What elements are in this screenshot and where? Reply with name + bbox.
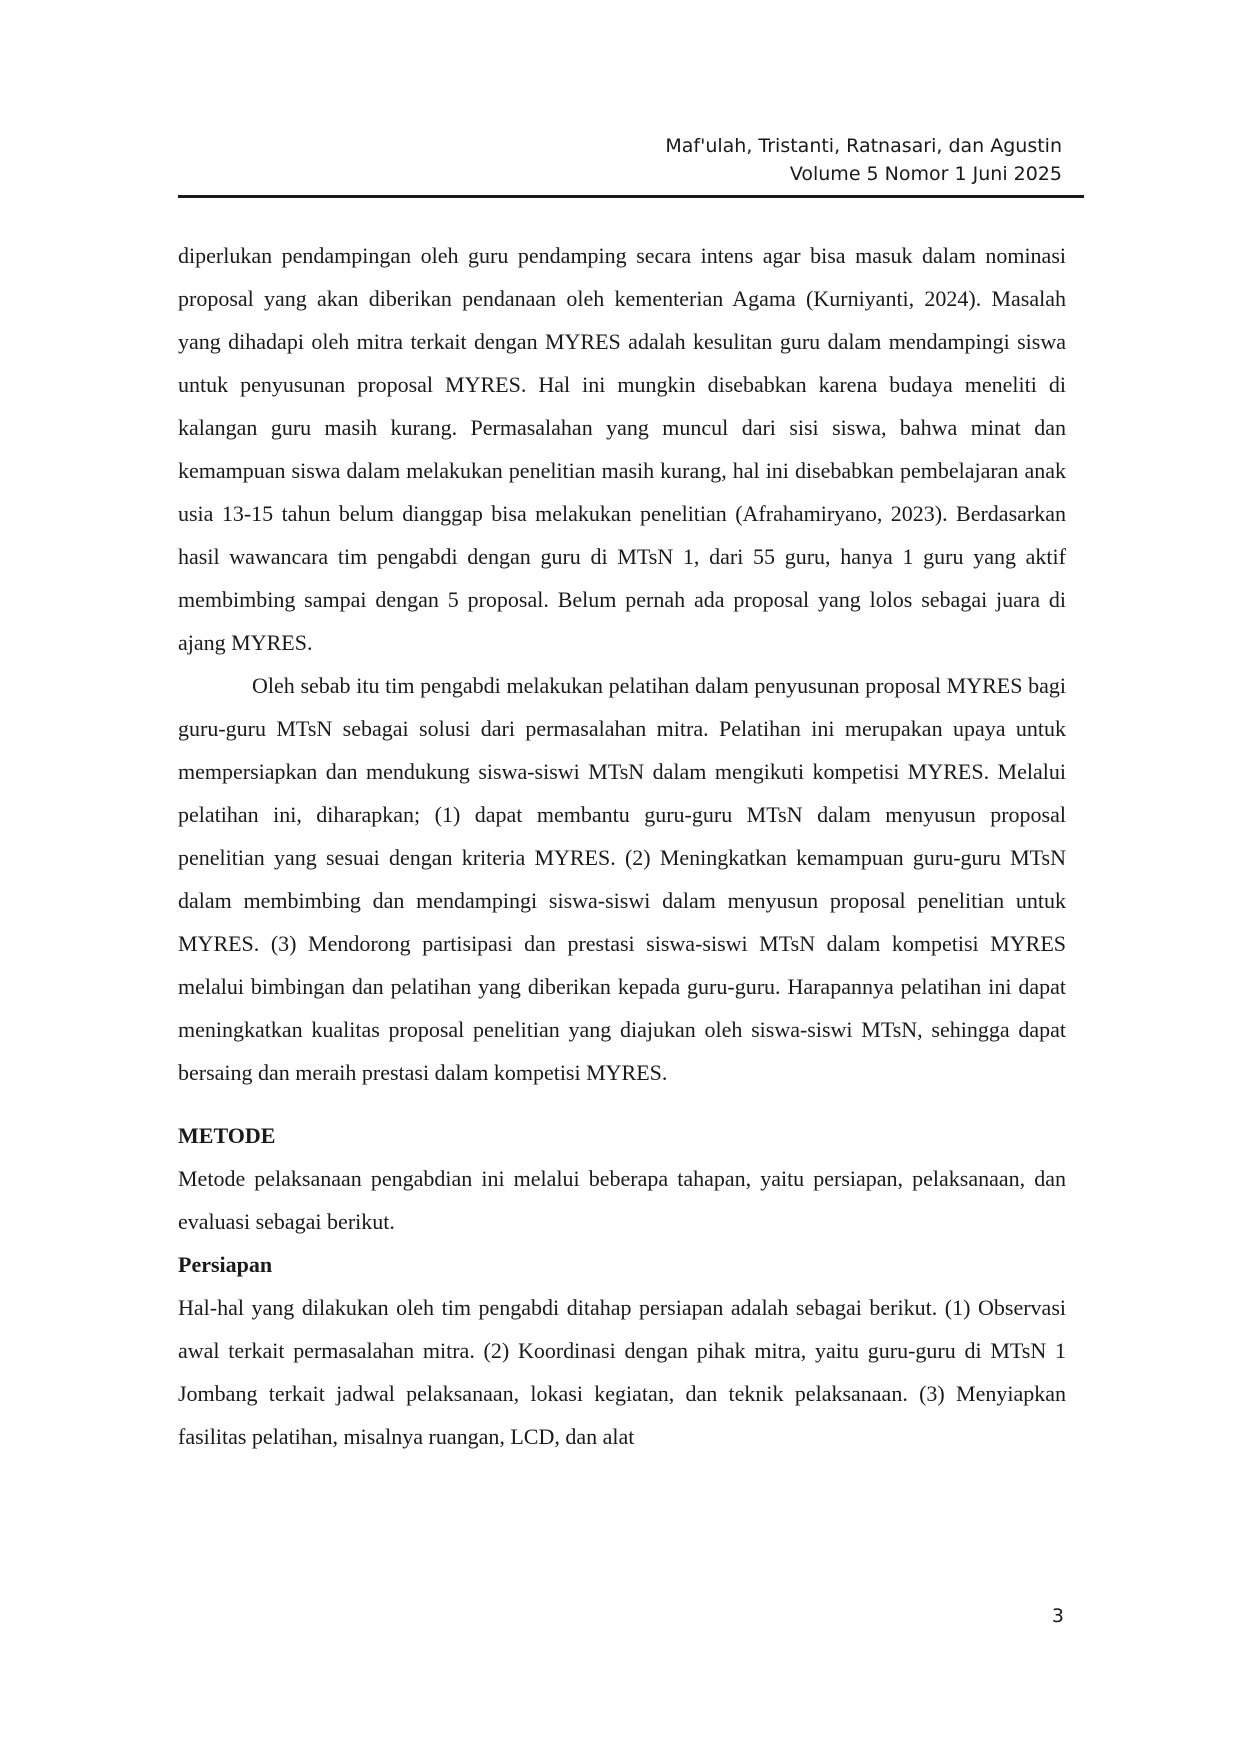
paragraph-continuation: diperlukan pendampingan oleh guru pendamping secara intens agar bisa masuk dalam nominasi proposal yang akan diberikan pendanaan oleh kementerian Agama (Kurniyanti, 2024). Masalah yang dihadapi oleh mitra terkait dengan MYRES adalah kesulitan guru dalam mendampingi siswa untuk penyusunan proposal MYRES. Hal ini mungkin disebabkan karena budaya meneliti di kalangan guru masih kurang. Permasalahan yang muncul dari sisi siswa, bahwa minat dan kemampuan siswa dalam melakukan penelitian masih kurang, hal ini disebabkan pembelajaran anak usia 13-15 tahun belum dianggap bisa melakukan penelitian (Afrahamiryano, 2023). Berdasarkan hasil wawancara tim pengabdi dengan guru di MTsN 1, dari 55 guru, hanya 1 guru yang aktif membimbing sampai dengan 5 proposal. Belum pernah ada proposal yang lolos sebagai juara di ajang MYRES.: [178, 243, 1066, 655]
subheading-persiapan: Persiapan: [178, 1252, 273, 1277]
running-header: [665, 132, 1062, 188]
paragraph-preparation: Hal-hal yang dilakukan oleh tim pengabdi ditahap persiapan adalah sebagai berikut. (1) Observasi awal terkait permasalahan mitra. (2) Koordinasi dengan pihak mitra, yaitu guru-guru di MTsN 1 Jombang terkait jadwal pelaksanaan, lokasi kegiatan, dan teknik pelaksanaan. (3) Menyiapkan fasilitas pelatihan, misalnya ruangan, LCD, dan alat: [178, 1295, 1066, 1449]
paragraph-method-intro: Metode pelaksanaan pengabdian ini melalui beberapa tahapan, yaitu persiapan, pelaksanaan, dan evaluasi sebagai berikut.: [178, 1166, 1066, 1234]
section-heading-metode: METODE: [178, 1123, 276, 1148]
page-number: 3: [1051, 1605, 1064, 1627]
header-authors: Maf'ulah, Tristanti, Ratnasari, dan Agustin: [665, 135, 1062, 157]
paragraph-training: Oleh sebab itu tim pengabdi melakukan pelatihan dalam penyusunan proposal MYRES bagi guru-guru MTsN sebagai solusi dari permasalahan mitra. Pelatihan ini merupakan upaya untuk mempersiapkan dan mendukung siswa-siswi MTsN dalam mengikuti kompetisi MYRES. Melalui pelatihan ini, diharapkan; (1) dapat membantu guru-guru MTsN dalam menyusun proposal penelitian yang sesuai dengan kriteria MYRES. (2) Meningkatkan kemampuan guru-guru MTsN dalam membimbing dan mendampingi siswa-siswi dalam menyusun proposal penelitian untuk MYRES. (3) Mendorong partisipasi dan prestasi siswa-siswi MTsN dalam kompetisi MYRES melalui bimbingan dan pelatihan yang diberikan kepada guru-guru. Harapannya pelatihan ini dapat meningkatkan kualitas proposal penelitian yang diajukan oleh siswa-siswi MTsN, sehingga dapat bersaing dan meraih prestasi dalam kompetisi MYRES.: [178, 673, 1066, 1085]
header-divider: [178, 195, 1084, 198]
header-volume: Volume 5 Nomor 1 Juni 2025: [789, 163, 1062, 185]
body-text: [178, 234, 1066, 1458]
